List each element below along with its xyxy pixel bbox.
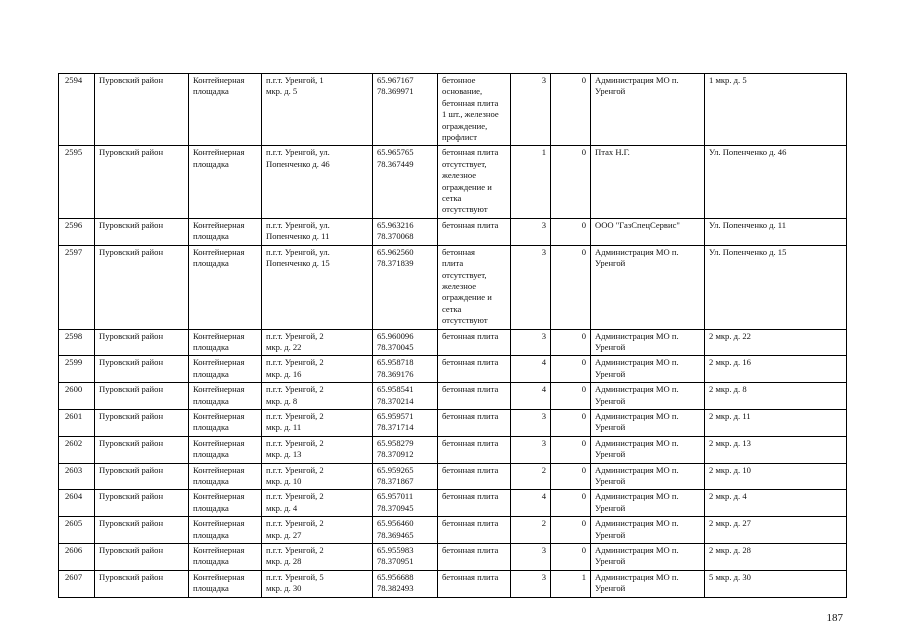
district-cell: Пуровский район: [95, 436, 189, 463]
table-row: [59, 245, 847, 329]
site-type-cell: Контейнерная площадка: [189, 245, 262, 329]
site-id-cell: 2607: [59, 570, 95, 597]
container-count-cell: 3: [511, 329, 551, 356]
container-count-cell: 2: [511, 463, 551, 490]
site-id-cell: 2601: [59, 409, 95, 436]
site-id-cell: 2595: [59, 146, 95, 218]
served-objects-cell: 2 мкр. д. 11: [705, 409, 847, 436]
site-type-cell: Контейнерная площадка: [189, 146, 262, 218]
surface-cell: бетонная плита: [438, 463, 511, 490]
coordinates-cell: 65.956460 78.369465: [373, 517, 438, 544]
surface-cell: бетонная плита: [438, 517, 511, 544]
table-row: [59, 490, 847, 517]
site-type-cell: Контейнерная площадка: [189, 74, 262, 146]
site-type-cell: Контейнерная площадка: [189, 463, 262, 490]
site-id-cell: 2605: [59, 517, 95, 544]
surface-cell: бетонная плита: [438, 356, 511, 383]
owner-cell: Администрация МО п. Уренгой: [591, 383, 705, 410]
district-cell: Пуровский район: [95, 356, 189, 383]
table-row: [59, 436, 847, 463]
owner-cell: Администрация МО п. Уренгой: [591, 436, 705, 463]
served-objects-cell: 1 мкр. д. 5: [705, 74, 847, 146]
site-type-cell: Контейнерная площадка: [189, 409, 262, 436]
coordinates-cell: 65.960096 78.370045: [373, 329, 438, 356]
address-cell: п.г.т. Уренгой, 2 мкр. д. 16: [262, 356, 373, 383]
table-row: [59, 383, 847, 410]
site-id-cell: 2598: [59, 329, 95, 356]
district-cell: Пуровский район: [95, 570, 189, 597]
site-type-cell: Контейнерная площадка: [189, 329, 262, 356]
address-cell: п.г.т. Уренгой, 2 мкр. д. 11: [262, 409, 373, 436]
site-type-cell: Контейнерная площадка: [189, 490, 262, 517]
surface-cell: бетонная плита: [438, 436, 511, 463]
site-type-cell: Контейнерная площадка: [189, 517, 262, 544]
served-objects-cell: 2 мкр. д. 10: [705, 463, 847, 490]
container-count-cell: 3: [511, 570, 551, 597]
owner-cell: Администрация МО п. Уренгой: [591, 74, 705, 146]
owner-cell: Администрация МО п. Уренгой: [591, 490, 705, 517]
coordinates-cell: 65.958718 78.369176: [373, 356, 438, 383]
additional-count-cell: 0: [551, 383, 591, 410]
address-cell: п.г.т. Уренгой, 2 мкр. д. 4: [262, 490, 373, 517]
site-type-cell: Контейнерная площадка: [189, 383, 262, 410]
address-cell: п.г.т. Уренгой, 2 мкр. д. 8: [262, 383, 373, 410]
site-type-cell: Контейнерная площадка: [189, 436, 262, 463]
container-count-cell: 4: [511, 356, 551, 383]
site-id-cell: 2599: [59, 356, 95, 383]
container-count-cell: 3: [511, 409, 551, 436]
owner-cell: Администрация МО п. Уренгой: [591, 409, 705, 436]
address-cell: п.г.т. Уренгой, 2 мкр. д. 22: [262, 329, 373, 356]
additional-count-cell: 0: [551, 329, 591, 356]
surface-cell: бетонная плита: [438, 490, 511, 517]
additional-count-cell: 0: [551, 544, 591, 571]
owner-cell: Администрация МО п. Уренгой: [591, 570, 705, 597]
served-objects-cell: Ул. Попенченко д. 11: [705, 218, 847, 245]
served-objects-cell: 2 мкр. д. 27: [705, 517, 847, 544]
additional-count-cell: 0: [551, 146, 591, 218]
district-cell: Пуровский район: [95, 544, 189, 571]
coordinates-cell: 65.957011 78.370945: [373, 490, 438, 517]
site-id-cell: 2596: [59, 218, 95, 245]
district-cell: Пуровский район: [95, 517, 189, 544]
owner-cell: Птах Н.Г.: [591, 146, 705, 218]
owner-cell: Администрация МО п. Уренгой: [591, 517, 705, 544]
site-id-cell: 2606: [59, 544, 95, 571]
served-objects-cell: Ул. Попенченко д. 46: [705, 146, 847, 218]
coordinates-cell: 65.962560 78.371839: [373, 245, 438, 329]
coordinates-cell: 65.958541 78.370214: [373, 383, 438, 410]
owner-cell: Администрация МО п. Уренгой: [591, 329, 705, 356]
served-objects-cell: Ул. Попенченко д. 15: [705, 245, 847, 329]
container-count-cell: 3: [511, 74, 551, 146]
table-row: [59, 146, 847, 218]
container-count-cell: 3: [511, 218, 551, 245]
owner-cell: Администрация МО п. Уренгой: [591, 356, 705, 383]
surface-cell: бетонная плита отсутствует, железное ограждение и сетка отсутствуют: [438, 146, 511, 218]
container-count-cell: 3: [511, 544, 551, 571]
district-cell: Пуровский район: [95, 383, 189, 410]
table-row: [59, 218, 847, 245]
district-cell: Пуровский район: [95, 245, 189, 329]
coordinates-cell: 65.956688 78.382493: [373, 570, 438, 597]
address-cell: п.г.т. Уренгой, 2 мкр. д. 10: [262, 463, 373, 490]
address-cell: п.г.т. Уренгой, 5 мкр. д. 30: [262, 570, 373, 597]
additional-count-cell: 1: [551, 570, 591, 597]
address-cell: п.г.т. Уренгой, 2 мкр. д. 28: [262, 544, 373, 571]
table-body: [59, 74, 847, 598]
address-cell: п.г.т. Уренгой, 2 мкр. д. 27: [262, 517, 373, 544]
owner-cell: ООО "ГазСпецСервис": [591, 218, 705, 245]
site-type-cell: Контейнерная площадка: [189, 356, 262, 383]
address-cell: п.г.т. Уренгой, ул. Попенченко д. 46: [262, 146, 373, 218]
coordinates-cell: 65.955983 78.370951: [373, 544, 438, 571]
owner-cell: Администрация МО п. Уренгой: [591, 463, 705, 490]
served-objects-cell: 2 мкр. д. 22: [705, 329, 847, 356]
owner-cell: Администрация МО п. Уренгой: [591, 245, 705, 329]
district-cell: Пуровский район: [95, 463, 189, 490]
coordinates-cell: 65.963216 78.370068: [373, 218, 438, 245]
coordinates-cell: 65.958279 78.370912: [373, 436, 438, 463]
district-cell: Пуровский район: [95, 409, 189, 436]
served-objects-cell: 2 мкр. д. 16: [705, 356, 847, 383]
additional-count-cell: 0: [551, 490, 591, 517]
surface-cell: бетонная плита: [438, 383, 511, 410]
additional-count-cell: 0: [551, 409, 591, 436]
additional-count-cell: 0: [551, 356, 591, 383]
table-row: [59, 544, 847, 571]
table-row: [59, 329, 847, 356]
site-id-cell: 2600: [59, 383, 95, 410]
additional-count-cell: 0: [551, 245, 591, 329]
site-type-cell: Контейнерная площадка: [189, 570, 262, 597]
surface-cell: бетонная плита: [438, 570, 511, 597]
served-objects-cell: 5 мкр. д. 30: [705, 570, 847, 597]
surface-cell: бетонная плита отсутствует, железное ограждение и сетка отсутствуют: [438, 245, 511, 329]
district-cell: Пуровский район: [95, 329, 189, 356]
container-count-cell: 2: [511, 517, 551, 544]
container-count-cell: 3: [511, 436, 551, 463]
address-cell: п.г.т. Уренгой, ул. Попенченко д. 11: [262, 218, 373, 245]
site-id-cell: 2604: [59, 490, 95, 517]
surface-cell: бетонная плита: [438, 544, 511, 571]
served-objects-cell: 2 мкр. д. 4: [705, 490, 847, 517]
district-cell: Пуровский район: [95, 74, 189, 146]
district-cell: Пуровский район: [95, 490, 189, 517]
container-count-cell: 4: [511, 383, 551, 410]
additional-count-cell: 0: [551, 218, 591, 245]
served-objects-cell: 2 мкр. д. 8: [705, 383, 847, 410]
served-objects-cell: 2 мкр. д. 28: [705, 544, 847, 571]
surface-cell: бетонная плита: [438, 409, 511, 436]
site-type-cell: Контейнерная площадка: [189, 544, 262, 571]
table-row: [59, 356, 847, 383]
address-cell: п.г.т. Уренгой, 1 мкр. д. 5: [262, 74, 373, 146]
table-row: [59, 74, 847, 146]
page-number: 187: [826, 612, 843, 624]
coordinates-cell: 65.959571 78.371714: [373, 409, 438, 436]
container-sites-table: [58, 73, 847, 598]
site-type-cell: Контейнерная площадка: [189, 218, 262, 245]
container-count-cell: 4: [511, 490, 551, 517]
served-objects-cell: 2 мкр. д. 13: [705, 436, 847, 463]
surface-cell: бетонное основание, бетонная плита 1 шт., железное ограждение, профлист: [438, 74, 511, 146]
district-cell: Пуровский район: [95, 218, 189, 245]
surface-cell: бетонная плита: [438, 218, 511, 245]
site-id-cell: 2597: [59, 245, 95, 329]
additional-count-cell: 0: [551, 74, 591, 146]
additional-count-cell: 0: [551, 436, 591, 463]
surface-cell: бетонная плита: [438, 329, 511, 356]
table-row: [59, 570, 847, 597]
coordinates-cell: 65.965765 78.367449: [373, 146, 438, 218]
address-cell: п.г.т. Уренгой, ул. Попенченко д. 15: [262, 245, 373, 329]
additional-count-cell: 0: [551, 463, 591, 490]
table-row: [59, 517, 847, 544]
additional-count-cell: 0: [551, 517, 591, 544]
coordinates-cell: 65.967167 78.369971: [373, 74, 438, 146]
address-cell: п.г.т. Уренгой, 2 мкр. д. 13: [262, 436, 373, 463]
district-cell: Пуровский район: [95, 146, 189, 218]
site-id-cell: 2602: [59, 436, 95, 463]
table-row: [59, 409, 847, 436]
site-id-cell: 2594: [59, 74, 95, 146]
container-count-cell: 1: [511, 146, 551, 218]
container-count-cell: 3: [511, 245, 551, 329]
owner-cell: Администрация МО п. Уренгой: [591, 544, 705, 571]
coordinates-cell: 65.959265 78.371867: [373, 463, 438, 490]
site-id-cell: 2603: [59, 463, 95, 490]
table-row: [59, 463, 847, 490]
